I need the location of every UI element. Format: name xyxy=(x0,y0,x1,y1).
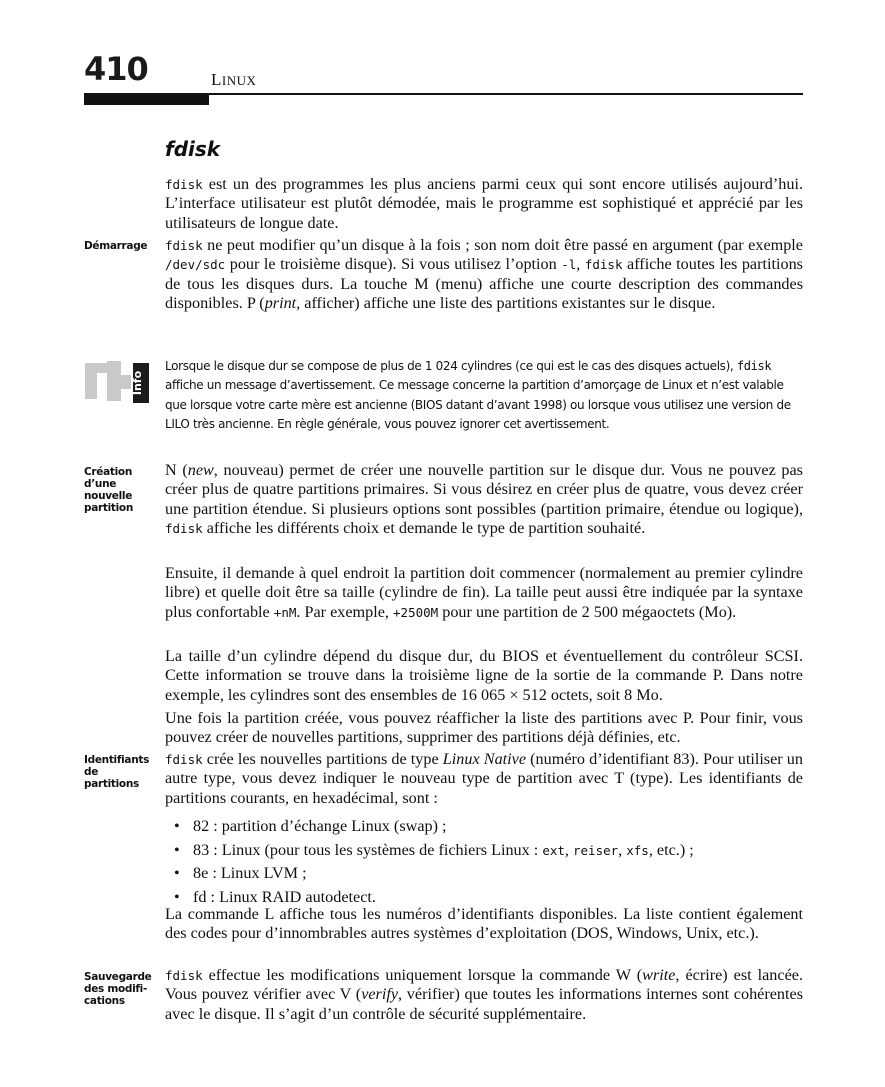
section-heading: fdisk xyxy=(165,137,221,161)
identifiants-paragraph: fdisk crée les nouvelles partitions de type Linux Native (numéro d’identifiant 83). Pour utiliser un autre type, vous devez indiquer le nouveau type de partition avec T (type). Les identifiants de partitions courants, en hexadécimal, sont : xyxy=(165,750,803,807)
info-note: Lorsque le disque dur se compose de plus de 1 024 cylindres (ce qui est le cas des disques actuels), fdisk affiche un message d’avertissement. Ce message concerne la partition d’amorçage de Linux et n’est valable que lorsque votre carte mère est ancienne (BIOS datant d’avant 1998) ou lorsque vous utilisez une version de LILO très ancienne. En règle générale, vous pouvez ignorer cet avertissement. xyxy=(165,359,791,432)
list-item: • fd : Linux RAID autodetect. xyxy=(165,886,795,910)
running-title: LINUX xyxy=(211,70,257,89)
header-bar xyxy=(84,95,209,105)
list-item: • 82 : partition d’échange Linux (swap) ; xyxy=(165,815,795,839)
list-item: • 83 : Linux (pour tous les systèmes de fichiers Linux : ext, reiser, xfs, etc.) ; xyxy=(165,839,795,863)
list-item: • 8e : Linux LVM ; xyxy=(165,862,795,886)
creation-paragraph-2: Ensuite, il demande à quel endroit la partition doit commencer (normalement au premier cylindre libre) et quelle doit être sa taille (cylindre de fin). La taille peut aussi être indiquée par la syntaxe plus confortable +nM. Par exemple, +2500M pour une partition de 2 500 mégaoctets (Mo). xyxy=(165,564,803,621)
partition-id-list xyxy=(165,815,795,909)
page-number: 410 xyxy=(84,50,148,88)
identifiants-after-paragraph: La commande L affiche tous les numéros d’identifiants disponibles. La liste contient également des codes pour d’innombrables autres systèmes d’exploitation (DOS, Windows, Unix, etc.). xyxy=(165,905,803,943)
info-icon xyxy=(85,361,149,403)
info-icon-label: Info xyxy=(131,370,144,396)
side-label-creation: Création d’une nouvelle partition xyxy=(84,466,134,514)
creation-paragraph-3: La taille d’un cylindre dépend du disque dur, du BIOS et éventuellement du contrôleur SCSI. Cette information se trouve dans la troisième ligne de la sortie de la commande P. Dans notre exemple, les cylindres sont des ensembles de 16 065 × 512 octets, soit 8 Mo. xyxy=(165,647,803,704)
side-label-identifiants: Identifiants de partitions xyxy=(84,754,150,790)
side-label-demarrage: Démarrage xyxy=(84,240,148,252)
creation-paragraph-1: N (new, nouveau) permet de créer une nouvelle partition sur le disque dur. Vous ne pouvez pas créer plus de quatre partitions primaires. Si vous désirez en créer plus de quatre, vous devez créer une partition étendue. Si plusieurs options sont possibles (partition primaire, étendue ou logique), fdisk affiche les différents choix et demande le type de partition souhaité. xyxy=(165,461,803,538)
demarrage-paragraph: fdisk ne peut modifier qu’un disque à la fois ; son nom doit être passé en argument (par exemple /dev/sdc pour le troisième disque). Si vous utilisez l’option -l, fdisk affiche toutes les partitions de tous les disques durs. La touche M (menu) affiche une courte description des commandes disponibles. P (print, afficher) affiche une liste des partitions existantes sur le disque. xyxy=(165,236,803,313)
side-label-sauvegarde: Sauvegarde des modifi- cations xyxy=(84,971,152,1007)
page-header xyxy=(84,50,803,106)
intro-paragraph: fdisk est un des programmes les plus anciens parmi ceux qui sont encore utilisés aujourd’hui. L’interface utilisateur est plutôt démodée, mais le programme est sophistiqué et apprécié par les utilisateurs de longue date. xyxy=(165,175,803,232)
creation-paragraph-4: Une fois la partition créée, vous pouvez réafficher la liste des partitions avec P. Pour finir, vous pouvez créer de nouvelles partitions, supprimer des partitions déjà définies, etc. xyxy=(165,709,803,747)
sauvegarde-paragraph: fdisk effectue les modifications uniquement lorsque la commande W (write, écrire) est lancée. Vous pouvez vérifier avec V (verify, vérifier) que toutes les informations internes sont cohérentes avec le disque. Il s’agit d’un contrôle de sécurité supplémentaire. xyxy=(165,966,804,1023)
